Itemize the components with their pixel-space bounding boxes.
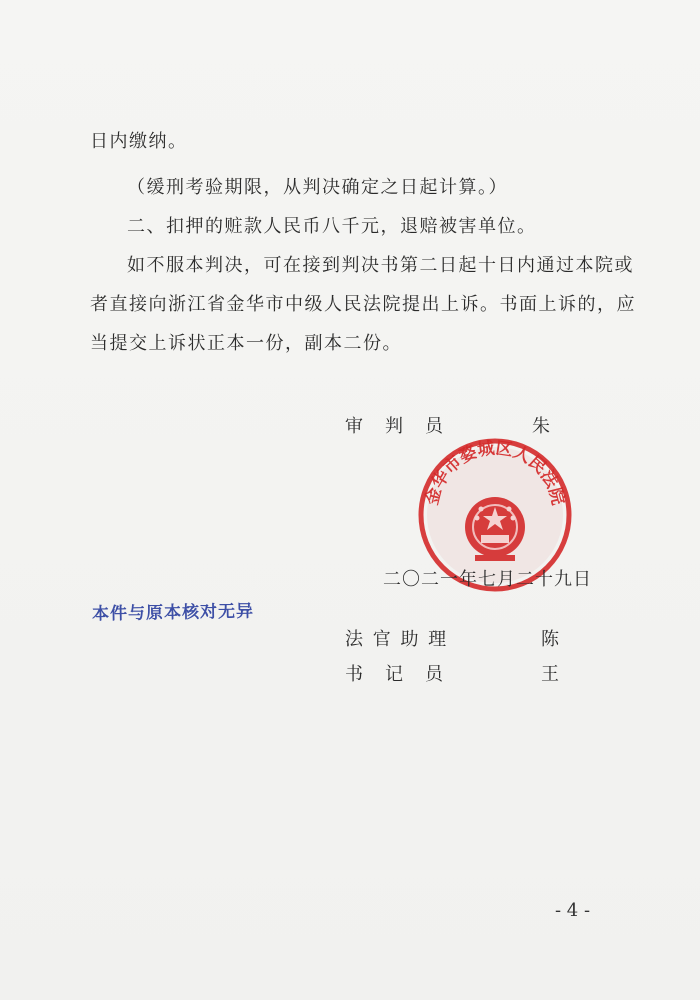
judgment-date: 二〇二一年七月二十九日 xyxy=(383,569,592,590)
body-line-3: 二、扣押的赃款人民币八千元，退赔被害单位。 xyxy=(127,216,537,237)
clerk-title: 书 记 员 xyxy=(345,664,445,685)
seal-text: 金华市婺城区人民法院 xyxy=(422,438,568,508)
judge-name: 朱 xyxy=(532,416,550,437)
body-line-2: （缓刑考验期限，从判决确定之日起计算。） xyxy=(127,177,508,198)
body-line-4: 如不服本判决，可在接到判决书第二日起十日内通过本院或 xyxy=(127,255,634,276)
assistant-name: 陈 xyxy=(541,629,559,650)
verification-stamp: 本件与原本核对无异 xyxy=(91,601,255,625)
bleed-through-text xyxy=(290,140,700,165)
body-line-5: 者直接向浙江省金华市中级人民法院提出上诉。书面上诉的，应 xyxy=(90,294,636,315)
assistant-title: 法 官 助 理 xyxy=(345,629,449,650)
page-number: - 4 - xyxy=(555,900,591,921)
clerk-name: 王 xyxy=(541,664,559,685)
body-line-6: 当提交上诉状正本一份，副本二份。 xyxy=(90,333,402,354)
body-line-1: 日内缴纳。 xyxy=(90,131,188,152)
judge-title: 审 判 员 xyxy=(345,416,445,437)
